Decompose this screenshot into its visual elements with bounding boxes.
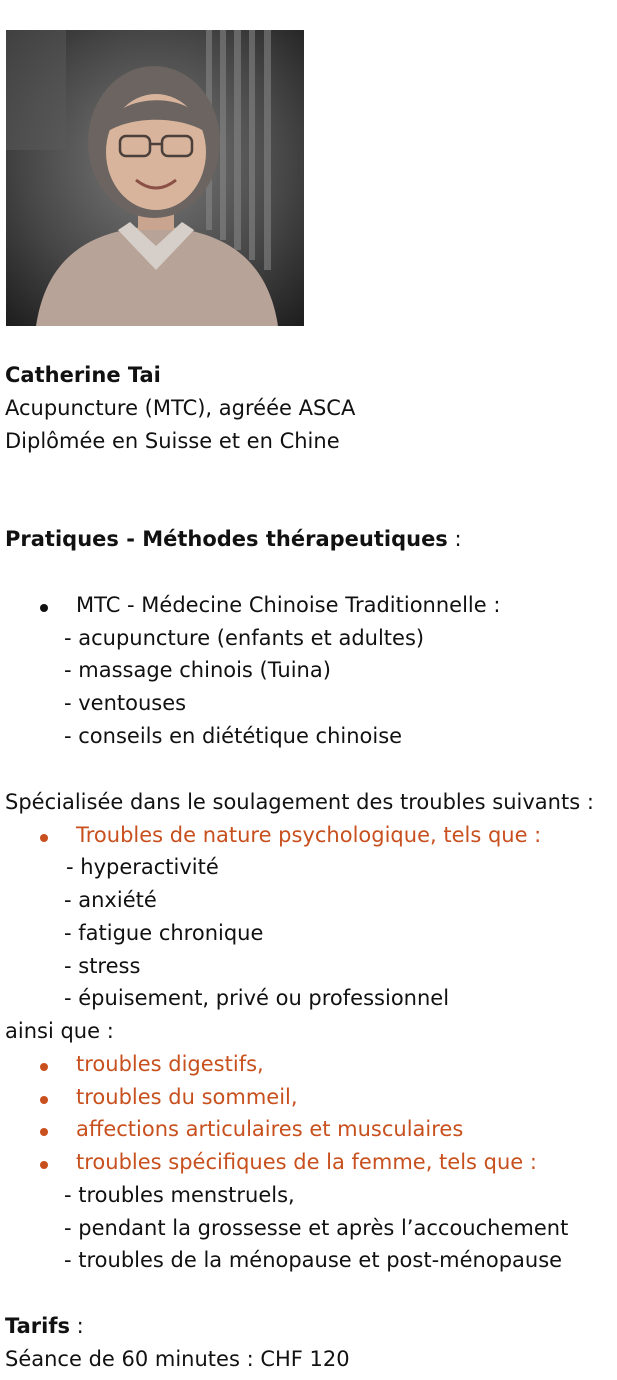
practices-main-item: MTC - Médecine Chinoise Traditionnelle : [76, 593, 501, 617]
specialty-sub-item: - troubles de la ménopause et post-ménopause [64, 1248, 563, 1272]
specialty-item: troubles du sommeil, [76, 1085, 298, 1109]
specialty-sub-item: - fatigue chronique [64, 921, 264, 945]
specialties-intro: Spécialisée dans le soulagement des troubles suivants : [5, 790, 594, 814]
pricing-session: Séance de 60 minutes : CHF 120 [5, 1347, 350, 1371]
specialty-sub-item: - épuisement, privé ou professionnel [64, 986, 450, 1010]
specialty-item: troubles digestifs, [76, 1052, 264, 1076]
specialty-sub-item: - stress [64, 954, 141, 978]
bullet-icon [40, 1128, 48, 1136]
practices-sub-item: - ventouses [64, 691, 187, 715]
specialty-item: affections articulaires et musculaires [76, 1117, 464, 1141]
practitioner-diploma: Diplômée en Suisse et en Chine [5, 429, 340, 453]
bullet-icon [40, 604, 48, 612]
practitioner-name: Catherine Tai [5, 363, 161, 387]
specialty-sub-item: - hyperactivité [66, 855, 219, 879]
practices-heading-text: Pratiques - Méthodes thérapeutiques [5, 527, 448, 551]
practices-sub-item: - massage chinois (Tuina) [64, 658, 331, 682]
practices-sub-item: - conseils en diététique chinoise [64, 724, 403, 748]
portrait-photo [6, 30, 304, 326]
practitioner-title: Acupuncture (MTC), agréée ASCA [5, 396, 356, 420]
specialty-sub-item: - pendant la grossesse et après l’accouchement [64, 1216, 569, 1240]
practices-heading [5, 526, 462, 552]
bullet-icon [40, 1096, 48, 1104]
pricing-heading-text: Tarifs [5, 1314, 70, 1338]
specialty-item-psychological: Troubles de nature psychologique, tels que : [76, 823, 542, 847]
specialty-sub-item: - troubles menstruels, [64, 1183, 295, 1207]
pricing-heading [5, 1313, 84, 1339]
bullet-icon [40, 834, 48, 842]
practices-sub-item: - acupuncture (enfants et adultes) [64, 626, 425, 650]
practices-heading-suffix: : [447, 527, 462, 551]
pricing-heading-suffix: : [69, 1314, 84, 1338]
specialty-sub-item: - anxiété [64, 888, 157, 912]
bullet-icon [40, 1161, 48, 1169]
also-label: ainsi que : [5, 1019, 114, 1043]
bullet-icon [40, 1063, 48, 1071]
specialty-item: troubles spécifiques de la femme, tels que : [76, 1150, 537, 1174]
